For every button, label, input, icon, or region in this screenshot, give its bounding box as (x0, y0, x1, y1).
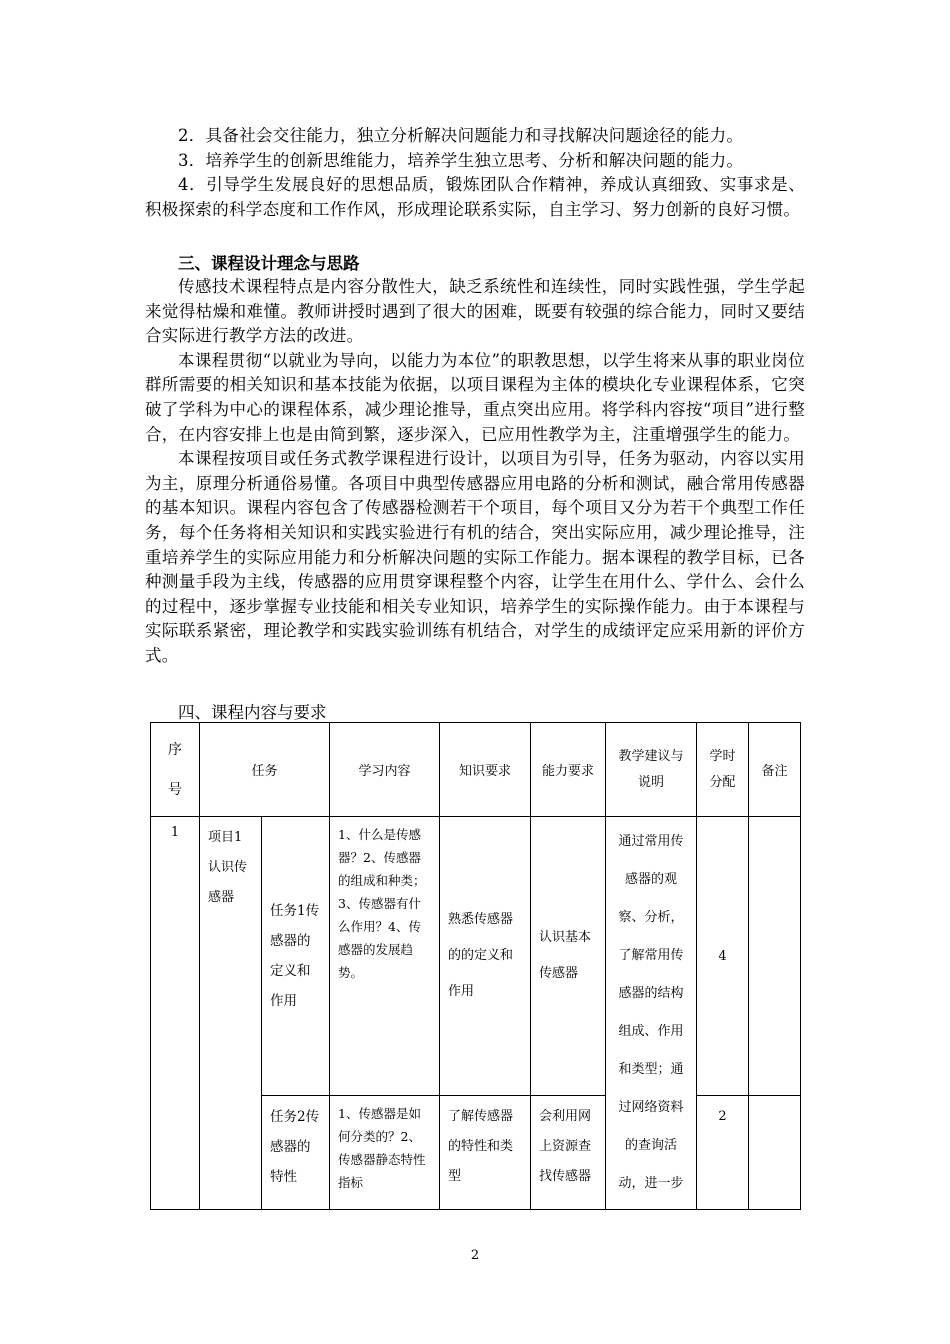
hours-cell: 2 (697, 1096, 749, 1210)
ability-cell: 认识基本传感器 (531, 817, 606, 1096)
project-cell: 项目1认识传感器 (200, 817, 262, 1210)
knowledge-cell: 了解传感器的特性和类型 (440, 1096, 531, 1210)
page-number: 2 (470, 1248, 480, 1263)
header-knowledge: 知识要求 (440, 723, 531, 817)
objective-item: 4．引导学生发展良好的思想品质，锻炼团队合作精神，养成认真细致、实事求是、积极探索的科学态度和工作作风，形成理论联系实际，自主学习、努力创新的良好习惯。 (145, 175, 805, 219)
notes-cell (749, 817, 801, 1096)
header-notes: 备注 (749, 723, 801, 817)
section-3-heading: 三、课程设计理念与思路 (178, 254, 360, 273)
objective-item: 2．具备社会交往能力，独立分析解决问题能力和寻找解决问题途径的能力。 (178, 126, 744, 145)
header-seq: 序 号 (151, 723, 200, 817)
course-content-table (150, 722, 801, 1210)
content-cell: 1、什么是传感器？2、传感器的组成和种类；3、传感器有什么作用？4、传感器的发展趋势。 (330, 817, 440, 1096)
teaching-cell: 通过常用传感器的观察、分析，了解常用传感器的结构组成、作用和类型；通过网络资料的查询活动，进一步 (606, 817, 697, 1210)
paragraph: 本课程贯彻“以就业为导向，以能力为本位”的职教思想，以学生将来从事的职业岗位群所需要的相关知识和基本技能为依据，以项目课程为主体的模块化专业课程体系，它突破了学科为中心的课程体系，减少理论推导，重点突出应用。将学科内容按“项目”进行整合，在内容安排上也是由简到繁，逐步深入，已应用性教学为主，注重增强学生的能力。 (145, 350, 805, 444)
objectives-list (145, 124, 805, 222)
notes-cell (749, 1096, 801, 1210)
task-name-cell: 任务1传感器的定义和作用 (262, 817, 330, 1096)
header-ability: 能力要求 (531, 723, 606, 817)
header-hours: 学时 分配 (697, 723, 749, 817)
row-seq: 1 (151, 817, 200, 1210)
header-teaching: 教学建议与 说明 (606, 723, 697, 817)
table-row (151, 817, 801, 1096)
hours-cell: 4 (697, 817, 749, 1096)
task-name-cell: 任务2传感器的特性 (262, 1096, 330, 1210)
ability-cell: 会利用网上资源查找传感器 (531, 1096, 606, 1210)
table-header-row (151, 723, 801, 817)
header-content: 学习内容 (330, 723, 440, 817)
section-3-body (145, 275, 805, 669)
section-4-heading: 四、课程内容与要求 (178, 703, 327, 722)
knowledge-cell: 熟悉传感器的的定义和作用 (440, 817, 531, 1096)
content-cell: 1、传感器是如何分类的？2、传感器静态特性指标 (330, 1096, 440, 1210)
paragraph: 传感技术课程特点是内容分散性大，缺乏系统性和连续性，同时实践性强，学生学起来觉得枯燥和难懂。教师讲授时遇到了很大的困难，既要有较强的综合能力，同时又要结合实际进行教学方法的改进。 (145, 277, 805, 346)
objective-item: 3．培养学生的创新思维能力，培养学生独立思考、分析和解决问题的能力。 (178, 150, 744, 170)
header-task: 任务 (200, 723, 330, 817)
paragraph: 本课程按项目或任务式教学课程进行设计，以项目为引导，任务为驱动，内容以实用为主，原理分析通俗易懂。各项目中典型传感器应用电路的分析和测试，融合常用传感器的基本知识。课程内容包含了传感器检测若干个项目，每个项目又分为若干个典型工作任务，每个任务将相关知识和实践实验进行有机的结合，突出实际应用，减少理论推导，注重培养学生的实际应用能力和分析解决问题的实际工作能力。据本课程的教学目标，已各种测量手段为主线，传感器的应用贯穿课程整个内容，让学生在用什么、学什么、会什么的过程中，逐步掌握专业技能和相关专业知识，培养学生的实际操作能力。由于本课程与实际联系紧密，理论教学和实践实验训练有机结合，对学生的成绩评定应采用新的评价方式。 (145, 449, 805, 665)
